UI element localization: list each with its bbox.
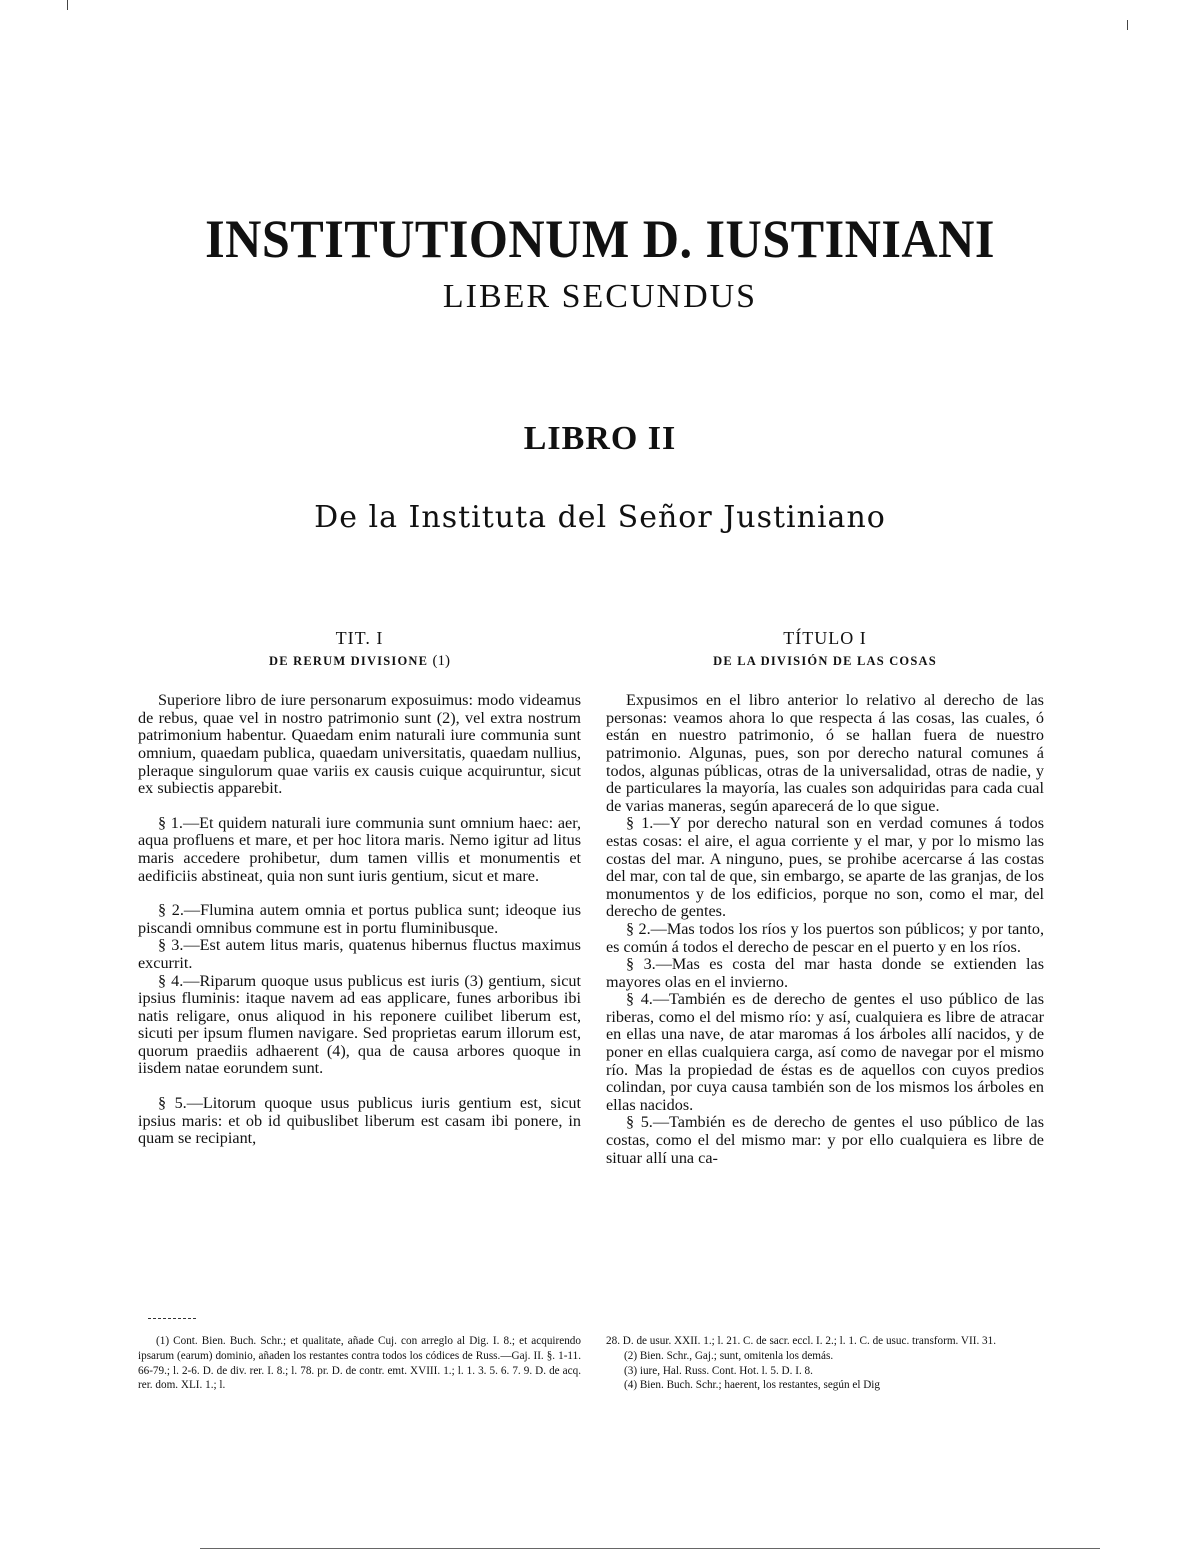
latin-subtitle-text: DE RERUM DIVISIONE: [269, 653, 429, 668]
latin-paragraph: § 3.—Est autem litus maris, quatenus hibernus fluctus maximus excurrit.: [138, 936, 581, 972]
scan-mark: [67, 0, 68, 10]
spanish-book-heading: LIBRO II: [523, 420, 677, 457]
footnotes-right: [606, 1334, 1044, 1393]
spanish-subtitle-heading: DE LA DIVISIÓN DE LAS COSAS: [713, 653, 937, 668]
latin-paragraph: § 5.—Litorum quoque usus publicus iuris gentium est, sicut ipsius maris: et ob id quibuslibet liberum est casam ibi ponere, in quam se recipiant,: [138, 1094, 581, 1148]
latin-paragraph: § 4.—Riparum quoque usus publicus est iuris (3) gentium, sicut ipsius fluminis: itaque navem ad eas applicare, funes arboribus ibi natis religare, onus aliquod in his reponere cuilibet liberum est, sicuti per ipsum flumen navigare. Sed proprietas earum illorum est, quorum praediis adhaerent (4), qua de causa arbores quoque in iisdem natae eorundem sunt.: [138, 971, 581, 1078]
scan-mark: [1127, 20, 1128, 30]
footnote-ref: (1): [432, 652, 450, 669]
latin-paragraph: Superiore libro de iure personarum exposuimus: modo videamus de rebus, quae vel in nostro patrimonio sunt (2), vel extra nostrum patrimonium habentur. Quaedam enim naturali iure communia sunt omnium, quaedam publica, quaedam universitatis, quaedam nullius, pleraque singulorum quae variis ex causis cuique acquiruntur, sicut ex subiectis apparebit.: [138, 691, 581, 798]
spanish-title: De la Instituta del Señor Justiniano: [314, 500, 886, 535]
latin-title-heading: TIT. I: [335, 628, 384, 648]
latin-paragraph: § 2.—Flumina autem omnia et portus publica sunt; ideoque ius piscandi omnibus commune est in portu fluminibusque.: [138, 901, 581, 937]
spanish-paragraph: § 5.—También es de derecho de gentes el uso público de las costas, como el del mismo mar: y por ello cualquiera es libre de situar allí una ca-: [606, 1113, 1044, 1167]
page-title: INSTITUTIONUM D. IUSTINIANI: [205, 209, 995, 270]
footnotes-left: [138, 1334, 581, 1393]
latin-subtitle-heading: [138, 653, 581, 671]
spanish-paragraph: § 4.—También es de derecho de gentes el uso público de las riberas, como el del mismo río: y así, cualquiera es libre de atracar en ellas una nave, de atar maromas á los árboles allí nacidos, y de poner en ellas cualquiera carga, así como de navegar por el mismo río. Mas la propiedad de éstas es de aquellos con cuyos predios colindan, por cuya causa también son de los mismos los árboles en ellas nacidos.: [606, 990, 1044, 1114]
spanish-paragraph: § 1.—Y por derecho natural son en verdad comunes á todos estas cosas: el aire, el agua corriente y el mar, y por lo mismo las costas del mar. A ninguno, pues, se prohibe acercarse á las costas del mar, con tal de que, sin embargo, se aparte de las granjas, de los monumentos y de los edificios, porque no son, como el mar, del derecho de gentes.: [606, 814, 1044, 921]
latin-paragraph: § 1.—Et quidem naturali iure communia sunt omnium haec: aer, aqua profluens et mare, et per hoc litora maris. Nemo igitur ad litus maris accedere prohibetur, dum tamen villis et monumentis et aedificiis abstineat, quia non sunt iuris gentium, sicut et mare.: [138, 813, 581, 885]
book-subtitle: LIBER SECUNDUS: [442, 278, 758, 315]
spanish-paragraph: Expusimos en el libro anterior lo relativo al derecho de las personas: veamos ahora lo que respecta á las cosas, las cuales, ó están en nuestro patrimonio, ó se hallan fuera de nuestro patrimonio. Algunas, pues, son por derecho natural comunes á todos, algunas públicas, otras de la universalidad, otras de nadie, y de particulares la mayoría, las cuales son adquiridas para cada cual de varias maneras, según aparecerá de lo que sigue.: [606, 691, 1044, 815]
latin-column: [138, 630, 581, 1148]
spanish-title-heading: TÍTULO I: [783, 628, 867, 648]
footnote: (3) iure, Hal. Russ. Cont. Hot. l. 5. D. I. 8.: [624, 1364, 813, 1377]
footnote-separator: [148, 1318, 196, 1319]
spanish-column: [606, 630, 1044, 1167]
spanish-paragraph: § 2.—Mas todos los ríos y los puertos son públicos; y por tanto, es común á todos el derecho de pescar en el puerto y en los ríos.: [606, 919, 1044, 956]
footnote: 28. D. de usur. XXII. 1.; l. 21. C. de sacr. eccl. I. 2.; l. 1. C. de usuc. transform. VII. 31.: [606, 1335, 997, 1347]
footnote: (1) Cont. Bien. Buch. Schr.; et qualitate, añade Cuj. con arreglo al Dig. I. 8.; et acquirendo ipsarum (earum) dominio, añaden los restantes contra todos los códices de Russ.—Gaj. II. §. 1-11. 66-79.; l. 2-6. D. de div. rer. I. 8.; l. 78. pr. D. de contr. emt. XVIII. 1.; l. 1. 3. 5. 6. 7. 9. D. de acq. rer. dom. XLI. 1.; l.: [138, 1335, 581, 1392]
footnote: (2) Bien. Schr., Gaj.; sunt, omitenla los demás.: [624, 1349, 834, 1362]
footnote: (4) Bien. Buch. Schr.; haerent, los restantes, según el Dig: [624, 1379, 881, 1392]
spanish-paragraph: § 3.—Mas es costa del mar hasta donde se extienden las mayores olas en el invierno.: [606, 955, 1044, 991]
scan-edge-line: [200, 1548, 1100, 1549]
